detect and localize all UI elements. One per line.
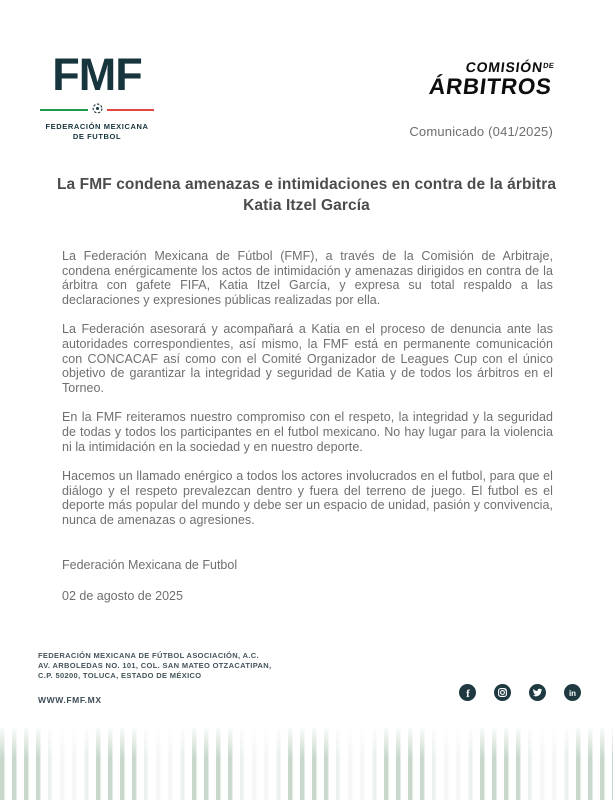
address-line-1: FEDERACIÓN MEXICANA DE FÚTBOL ASOCIACIÓN, A.C. (38, 651, 259, 660)
paragraph-2: La Federación asesorará y acompañará a Katia en el proceso de denuncia ante las autoridades correspondientes, así mismo, la FMF está en permanente comunicación con CONCACAF así como con el Comité Organizador de Leagues Cup con el único objetivo de garantizar la integridad y seguridad de Katia y de todos los árbitros en el Torneo. (62, 322, 553, 395)
fmf-acronym: FMF (52, 49, 142, 100)
fmf-logo-divider (40, 101, 154, 119)
social-icons-row (459, 684, 581, 701)
date-line: 02 de agosto de 2025 (62, 589, 183, 603)
communique-body (62, 249, 553, 543)
fmf-logo (38, 49, 156, 142)
twitter-icon[interactable] (529, 684, 546, 701)
footer-address (38, 651, 272, 681)
svg-text:f: f (466, 688, 470, 700)
fmf-org-name-line1: FEDERACIÓN MEXICANA (45, 122, 149, 131)
arbitros-word: ÁRBITROS (428, 74, 554, 99)
website-link[interactable]: WWW.FMF.MX (38, 695, 102, 705)
signature-line: Federación Mexicana de Futbol (62, 558, 238, 572)
address-line-2: AV. ARBOLEDAS NO. 101, COL. SAN MATEO OTZACATIPAN, (38, 661, 272, 670)
paragraph-3: En la FMF reiteramos nuestro compromiso con el respeto, la integridad y la seguridad de todas y todos los participantes en el futbol mexicano. No hay lugar para la violencia ni la intimidación en la sociedad y en nuestro deporte. (62, 410, 553, 454)
paragraph-1: La Federación Mexicana de Fútbol (FMF), a través de la Comisión de Arbitraje, condena enérgicamente los actos de intimidación y amenazas dirigidos en contra de la árbitra con gafete FIFA, Katia Itzel García, y expresa su total respaldo a las declaraciones y expresiones públicas realizadas por ella. (62, 249, 553, 307)
header-right (409, 58, 556, 139)
comision-word: $COMISIÓN^{DE}$ (465, 59, 556, 75)
paragraph-4: Hacemos un llamado enérgico a todos los actores involucrados en el futbol, para que el diálogo y el respeto prevalezcan dentro y fuera del terreno de juego. El futbol es el deporte más popular del mundo y debe ser un espacio de unidad, pasión y convivencia, nunca de amenazas o agresiones. (62, 469, 553, 527)
comunicado-number: Comunicado (041/2025) (409, 124, 553, 139)
footer-stripe-pattern (0, 728, 613, 800)
red-line (107, 109, 155, 111)
fmf-org-name-line2: DE FUTBOL (72, 132, 122, 141)
comision-de-word: DE (542, 61, 556, 70)
comision-arbitros-logo (407, 58, 556, 98)
page-title: La FMF condena amenazas e intimidaciones en contra de la árbitra Katia Itzel García (56, 176, 557, 214)
soccer-ball-icon (92, 101, 103, 119)
linkedin-icon[interactable] (564, 684, 581, 701)
svg-text:in: in (568, 689, 577, 698)
instagram-icon[interactable] (494, 684, 511, 701)
green-line (40, 109, 88, 111)
address-line-3: C.P. 50200, TOLUCA, ESTADO DE MÉXICO (38, 671, 202, 680)
facebook-icon[interactable] (459, 684, 476, 701)
